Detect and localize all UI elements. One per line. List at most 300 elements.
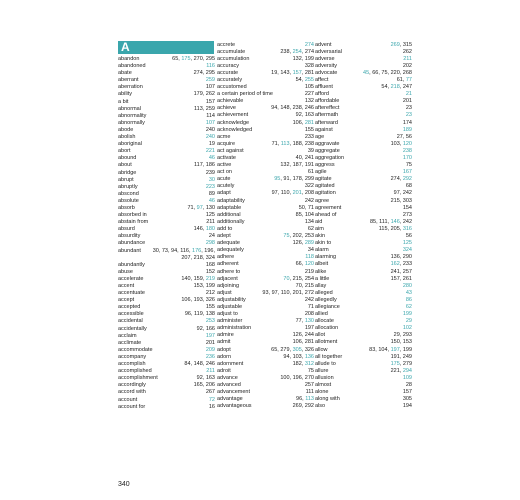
index-term: agitate	[315, 176, 332, 183]
page-ref: 202	[402, 62, 412, 69]
index-page-refs	[206, 99, 215, 106]
index-entry	[118, 155, 215, 162]
index-term: aggregation	[315, 155, 345, 161]
index-entry	[118, 198, 215, 205]
index-term: accommodate	[118, 346, 153, 353]
index-term: abate	[118, 70, 132, 77]
index-term: accustomed	[217, 84, 247, 91]
index-entry	[217, 233, 314, 240]
index-entry	[118, 205, 215, 212]
index-page-refs	[206, 269, 215, 276]
index-entry	[118, 70, 215, 77]
page-ref: 71,	[187, 204, 197, 211]
page-ref: 269, 292	[292, 403, 314, 410]
index-page-refs	[403, 247, 412, 254]
page-ref: 50, 71	[298, 204, 314, 211]
index-page-refs	[406, 105, 412, 112]
index-term: abolish	[118, 134, 136, 141]
index-entry	[217, 148, 314, 155]
highlighted-page-ref: 46	[208, 155, 215, 162]
index-entry	[315, 233, 412, 240]
index-entry	[217, 382, 314, 389]
page-number: 340	[118, 481, 130, 488]
index-entry	[217, 63, 314, 70]
index-page-refs	[194, 91, 215, 98]
page-ref: 240	[205, 126, 215, 133]
index-page-refs	[172, 56, 215, 63]
page-ref: 19, 143,	[271, 69, 293, 76]
index-page-refs	[403, 56, 412, 63]
index-entry	[315, 382, 412, 389]
index-page-refs	[363, 70, 412, 77]
index-entry	[217, 347, 314, 354]
index-term: abstain from	[118, 219, 149, 226]
page-ref: 30, 73, 94, 116,	[152, 247, 193, 254]
page-ref: 191, 249	[390, 353, 412, 360]
page-ref: , 199	[399, 346, 412, 353]
index-page-refs	[403, 403, 412, 410]
index-entry	[217, 354, 314, 361]
index-entry	[217, 240, 314, 247]
page-ref: 39	[307, 147, 314, 154]
index-page-refs	[397, 134, 412, 141]
index-page-refs	[403, 311, 412, 318]
page-ref: 152	[205, 268, 215, 275]
highlighted-page-ref: 259	[205, 77, 215, 84]
page-ref: 92, 166	[196, 325, 215, 332]
index-page-refs	[209, 191, 215, 198]
index-term: add to	[217, 225, 233, 232]
index-entry	[315, 105, 412, 112]
index-entry	[315, 91, 412, 98]
index-entry	[315, 354, 412, 361]
highlighted-page-ref: 240	[205, 134, 215, 141]
index-entry	[118, 212, 215, 219]
page-ref: 212	[205, 290, 215, 297]
index-page-refs	[206, 170, 215, 177]
index-term: advance	[217, 374, 238, 381]
highlighted-page-ref: 294	[402, 367, 412, 374]
index-entry	[315, 339, 412, 346]
page-ref: 136, 290	[390, 254, 412, 261]
highlighted-page-ref: 120	[402, 140, 412, 147]
index-term: abound	[118, 155, 137, 162]
index-term: almost	[315, 382, 332, 388]
index-entry	[315, 77, 412, 84]
index-term: accurately	[217, 76, 243, 83]
index-page-refs	[403, 212, 412, 219]
index-term: ability	[118, 91, 133, 98]
index-page-refs	[271, 105, 314, 112]
highlighted-page-ref: 316	[402, 225, 412, 232]
page-ref: 267	[205, 389, 215, 396]
highlighted-page-ref: 46	[208, 197, 215, 204]
index-entry	[315, 84, 412, 91]
index-term: achieve	[217, 105, 236, 112]
index-entry	[217, 311, 314, 318]
index-column-2	[217, 42, 314, 411]
index-page-refs	[206, 347, 215, 354]
index-term: aggress	[315, 162, 335, 169]
index-page-refs	[153, 248, 215, 255]
index-entry	[118, 91, 215, 98]
page-ref: , 215, 254	[289, 275, 314, 282]
index-term: agreement	[315, 204, 342, 211]
index-page-refs	[206, 318, 215, 325]
page-ref: 182,	[292, 360, 305, 367]
index-page-refs	[280, 162, 314, 169]
index-term: additionally	[217, 218, 245, 225]
page-ref: 61,	[396, 76, 406, 83]
index-term: accessible	[118, 311, 144, 318]
index-page-refs	[391, 269, 412, 276]
index-term: absorbed in	[118, 212, 147, 219]
index-entry	[217, 389, 314, 396]
index-page-refs	[206, 262, 215, 269]
index-entry	[118, 382, 215, 389]
index-entry	[315, 98, 412, 105]
page-ref: 208	[304, 311, 314, 318]
index-term: allow	[315, 346, 328, 353]
index-term: adjustability	[217, 296, 246, 303]
index-page-refs	[206, 127, 215, 134]
highlighted-page-ref: 21	[405, 91, 412, 98]
page-ref: , 91, 178, 299	[280, 176, 314, 183]
index-term: accomplishment	[118, 375, 158, 382]
highlighted-page-ref: 312	[304, 360, 314, 367]
index-page-refs	[293, 403, 314, 410]
index-page-refs	[391, 261, 412, 268]
index-entry	[315, 212, 412, 219]
index-entry	[217, 105, 314, 112]
index-entry	[315, 120, 412, 127]
index-entry	[118, 134, 215, 141]
index-entry	[315, 375, 412, 382]
page-ref: 305	[402, 396, 412, 403]
page-ref: 84, 148, 246	[184, 361, 215, 368]
index-entry	[217, 269, 314, 276]
page-ref: 201	[402, 98, 412, 105]
index-term: accurate	[217, 69, 239, 76]
index-entry	[118, 177, 215, 184]
index-page-refs	[206, 340, 215, 347]
index-term: adaptable	[217, 204, 242, 211]
index-term: allocation	[315, 325, 339, 332]
highlighted-page-ref: 77	[405, 76, 412, 83]
index-term: act against	[217, 147, 244, 154]
index-entry	[217, 205, 314, 212]
page-ref: 16	[208, 403, 215, 410]
page-ref: 66,	[295, 261, 305, 268]
index-entry	[118, 333, 215, 340]
index-entry	[118, 326, 215, 333]
index-term: account	[118, 396, 138, 403]
page-ref: , 326	[301, 346, 314, 353]
index-page-refs	[403, 148, 412, 155]
index-term: aggregate	[315, 147, 340, 154]
index-page-refs	[272, 190, 314, 197]
page-ref: 70, 215	[295, 282, 314, 289]
index-entry	[315, 283, 412, 290]
index-page-refs	[305, 269, 314, 276]
index-entry	[217, 403, 314, 410]
index-entry	[118, 304, 215, 311]
index-term: adorn	[217, 353, 232, 360]
page-ref: 115, 205,	[378, 225, 403, 232]
page-ref: , 233	[399, 261, 412, 268]
index-term: abode	[118, 126, 134, 133]
index-entry	[217, 56, 314, 63]
index-page-refs	[391, 141, 412, 148]
index-term: accentuate	[118, 290, 145, 297]
index-term: adherent	[217, 261, 239, 268]
page-ref: 85, 111,	[369, 218, 391, 225]
index-term: abundant	[118, 247, 141, 254]
index-page-refs	[206, 389, 215, 396]
index-entry	[315, 63, 412, 70]
index-page-refs	[283, 233, 314, 240]
index-page-refs	[391, 368, 412, 375]
index-page-refs	[271, 347, 314, 354]
highlighted-page-ref: 254	[292, 48, 302, 55]
page-ref: 155	[304, 126, 314, 133]
index-term: allude to	[315, 360, 336, 367]
index-term: absolute	[118, 197, 139, 204]
index-column-3	[315, 42, 412, 411]
highlighted-page-ref: 189	[402, 126, 412, 133]
index-entry	[118, 240, 215, 247]
highlighted-page-ref: 30	[208, 176, 215, 183]
index-page-refs	[197, 375, 215, 382]
index-entry	[217, 361, 314, 368]
index-page-refs	[403, 127, 412, 134]
index-entry	[217, 283, 314, 290]
page-ref: , 130	[202, 204, 215, 211]
index-term: a certain period of time	[217, 91, 273, 98]
index-term: alleged	[315, 289, 333, 296]
index-term: adverse	[315, 55, 335, 62]
index-term: against	[315, 126, 333, 133]
highlighted-page-ref: 86	[405, 296, 412, 303]
highlighted-page-ref: 197	[205, 332, 215, 339]
index-entry	[315, 318, 412, 325]
page-ref: , 279	[399, 360, 412, 367]
index-entry	[118, 354, 215, 361]
index-entry	[118, 56, 215, 63]
index-entry	[118, 248, 215, 255]
highlighted-page-ref: 289	[304, 240, 314, 247]
index-term: advancement	[217, 389, 251, 396]
index-page-refs	[394, 190, 412, 197]
highlighted-page-ref: 211	[403, 55, 412, 62]
index-entry	[118, 106, 215, 113]
index-term: accent	[118, 283, 135, 289]
index-term: alone	[315, 389, 329, 396]
index-entry	[217, 120, 314, 127]
index-page-refs	[194, 106, 215, 113]
index-page-refs	[406, 162, 412, 169]
index-page-refs	[206, 148, 215, 155]
index-entry	[217, 219, 314, 226]
page-ref: 273	[402, 211, 412, 218]
page-ref: 134	[304, 218, 314, 225]
index-entry	[315, 304, 412, 311]
page-ref: 155	[205, 304, 215, 311]
page-ref: 157, 261	[390, 275, 412, 282]
index-entry	[118, 148, 215, 155]
page-ref: , 196,	[201, 247, 215, 254]
page-ref: 227	[304, 91, 314, 98]
page-ref: 241, 257	[390, 268, 412, 275]
page-ref: , 315	[399, 41, 412, 48]
index-term: adjust	[217, 289, 232, 296]
index-entry	[217, 91, 314, 98]
index-page-refs	[206, 134, 215, 141]
index-term: act on	[217, 169, 232, 176]
index-term: adversity	[315, 62, 338, 69]
index-term: adhere to	[217, 268, 241, 275]
index-page-refs	[274, 176, 314, 183]
index-page-refs	[406, 290, 412, 297]
index-term: akin	[315, 233, 326, 240]
index-page-refs	[296, 112, 314, 119]
index-entry	[315, 42, 412, 49]
highlighted-page-ref: 180	[205, 226, 215, 233]
index-entry	[315, 226, 412, 233]
index-page-refs	[305, 325, 314, 332]
highlighted-page-ref: 29	[405, 318, 412, 325]
page-ref: , 242	[399, 218, 412, 225]
index-term: allotment	[315, 339, 338, 346]
index-page-refs	[206, 219, 215, 226]
index-term: aftereffect	[315, 105, 340, 112]
highlighted-page-ref: 109	[402, 374, 412, 381]
index-entry	[217, 70, 314, 77]
index-term: accordingly	[118, 382, 146, 389]
index-entry	[217, 141, 314, 148]
section-letter: A	[121, 40, 130, 54]
index-page-refs	[406, 233, 412, 240]
index-page-refs	[187, 205, 215, 212]
page-ref: 54,	[295, 76, 305, 83]
page-ref: 257	[304, 382, 314, 388]
page-ref: 157	[205, 98, 215, 105]
index-term: account for	[118, 403, 146, 410]
index-entry	[217, 297, 314, 304]
index-page-refs	[403, 389, 412, 396]
page-ref: 215, 303	[390, 197, 412, 204]
page-ref: 89	[208, 190, 215, 197]
index-term: afford	[315, 91, 329, 98]
highlighted-page-ref: 236	[205, 353, 215, 360]
page-ref: 168	[205, 261, 215, 268]
page-ref: 62	[307, 225, 314, 232]
index-page-refs	[406, 304, 412, 311]
index-term: abundantly	[118, 261, 145, 268]
index-page-refs	[391, 198, 412, 205]
index-term: aim	[315, 225, 324, 232]
index-entry	[315, 332, 412, 339]
index-entry	[118, 375, 215, 382]
highlighted-page-ref: 281	[304, 119, 314, 126]
index-term: allot	[315, 332, 326, 339]
index-page-refs	[206, 120, 215, 127]
index-entry	[118, 397, 215, 404]
index-page-refs	[403, 63, 412, 70]
section-letter-box	[118, 41, 214, 54]
index-term: affluent	[315, 84, 333, 91]
index-entry	[315, 396, 412, 403]
index-page-refs	[305, 297, 314, 304]
page-ref: 27, 56	[396, 133, 412, 140]
highlighted-page-ref: 75	[283, 233, 290, 240]
index-entry	[118, 170, 215, 177]
index-page-refs	[305, 219, 314, 226]
page-ref: 125	[205, 212, 215, 219]
index-page-refs	[305, 127, 314, 134]
index-term: accord with	[118, 389, 146, 396]
index-page-refs	[206, 368, 215, 375]
index-entry	[217, 332, 314, 339]
page-ref: 96, 119, 138	[184, 311, 215, 318]
index-entry	[315, 183, 412, 190]
index-term: agile	[315, 169, 327, 176]
index-term: acknowledge	[217, 119, 250, 126]
index-page-refs	[209, 233, 215, 240]
index-entry	[217, 276, 314, 283]
highlighted-page-ref: 118	[305, 254, 314, 261]
highlighted-page-ref: 120	[304, 261, 314, 268]
index-entry	[118, 127, 215, 134]
index-page-refs	[206, 184, 215, 191]
index-page-refs	[209, 177, 215, 184]
index-page-refs	[406, 382, 412, 389]
index-page-refs	[391, 354, 412, 361]
index-entry	[118, 269, 215, 276]
highlighted-page-ref: 221	[205, 148, 215, 155]
index-entry	[118, 99, 215, 106]
index-term: allusion	[315, 374, 334, 381]
index-term: accidental	[118, 318, 143, 325]
index-term: age	[315, 133, 325, 140]
index-page-refs	[391, 339, 412, 346]
index-page-refs	[206, 304, 215, 311]
index-page-refs	[379, 226, 412, 233]
page-ref: 219	[304, 268, 314, 275]
highlighted-page-ref: 255	[304, 76, 314, 83]
index-entry	[118, 162, 215, 169]
index-page-refs	[194, 162, 215, 169]
highlighted-page-ref: 97	[196, 204, 203, 211]
index-term: affordable	[315, 98, 340, 105]
index-page-refs	[305, 134, 314, 141]
index-entry	[118, 368, 215, 375]
index-term: accomplished	[118, 368, 152, 375]
page-ref: 103,	[390, 140, 403, 147]
index-term: aid	[315, 218, 323, 225]
index-term: admit	[217, 339, 231, 346]
page-ref: 126, 244	[292, 332, 314, 339]
index-entry	[118, 226, 215, 233]
page-ref: 140, 159,	[181, 275, 206, 282]
page-ref: 132, 187, 191	[280, 162, 314, 169]
index-page-refs	[209, 198, 215, 205]
index-entry	[118, 283, 215, 290]
page-ref: , 281	[301, 69, 314, 76]
page-ref: 106, 193, 326	[181, 297, 215, 304]
index-page-refs	[305, 311, 314, 318]
index-page-refs	[381, 84, 412, 91]
